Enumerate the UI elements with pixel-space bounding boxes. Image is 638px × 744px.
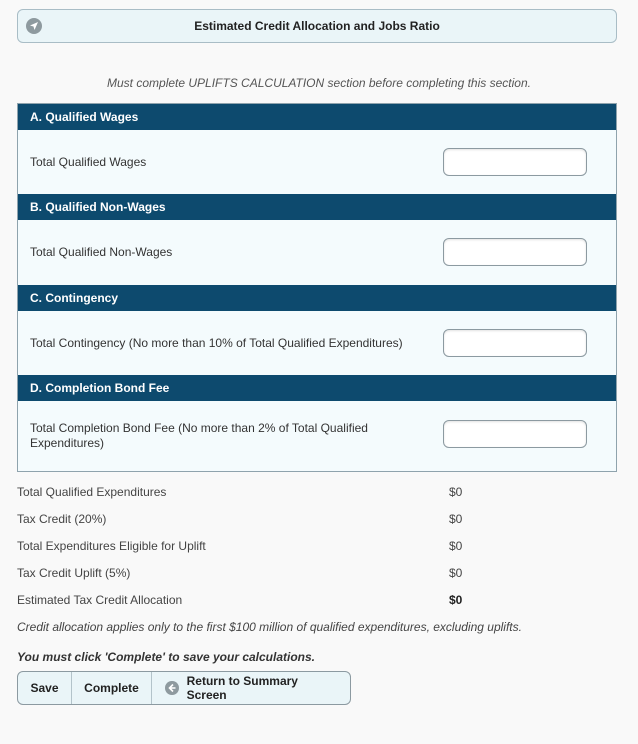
prerequisite-note: Must complete UPLIFTS CALCULATION section before completing this section.	[107, 76, 531, 90]
summary-label: Tax Credit Uplift (5%)	[17, 566, 131, 580]
navigate-arrow-icon	[26, 18, 42, 34]
section-b-row	[18, 220, 616, 284]
page-title: Estimated Credit Allocation and Jobs Ratio	[194, 19, 440, 33]
section-a-heading: A. Qualified Wages	[18, 104, 616, 130]
expenditure-form	[17, 103, 617, 472]
action-button-group	[17, 671, 351, 705]
section-c-row	[18, 311, 616, 375]
summary-value: $0	[449, 512, 463, 526]
qualified-non-wages-input[interactable]	[443, 238, 587, 266]
summary-eligible-for-uplift	[17, 539, 617, 553]
summary-estimated-allocation	[17, 593, 617, 607]
completion-bond-fee-label: Total Completion Bond Fee (No more than 2% of Total Qualified Expenditures)	[30, 421, 368, 450]
section-b-heading: B. Qualified Non-Wages	[18, 194, 616, 220]
return-button-label: Return to Summary Screen	[186, 674, 298, 702]
summary-value: $0	[449, 566, 463, 580]
complete-instruction-note: You must click 'Complete' to save your calculations.	[17, 650, 316, 664]
section-d-row	[18, 401, 616, 471]
summary-label: Total Expenditures Eligible for Uplift	[17, 539, 206, 553]
qualified-wages-label: Total Qualified Wages	[30, 155, 147, 169]
qualified-wages-input[interactable]	[443, 148, 587, 176]
complete-button[interactable]: Complete	[72, 672, 152, 704]
page-header	[17, 9, 617, 43]
section-d-heading: D. Completion Bond Fee	[18, 375, 616, 401]
contingency-input[interactable]	[443, 329, 587, 357]
return-to-summary-button[interactable]	[152, 672, 350, 704]
summary-value: $0	[449, 539, 463, 553]
save-button[interactable]: Save	[18, 672, 72, 704]
contingency-label: Total Contingency (No more than 10% of Total Qualified Expenditures)	[30, 336, 403, 350]
credit-allocation-note: Credit allocation applies only to the first $100 million of qualified expenditures, excluding uplifts.	[17, 620, 522, 634]
section-c-heading: C. Contingency	[18, 285, 616, 311]
summary-total-qualified-expenditures	[17, 485, 617, 499]
summary-tax-credit	[17, 512, 617, 526]
qualified-non-wages-label: Total Qualified Non-Wages	[30, 245, 173, 259]
summary-value: $0	[449, 593, 463, 607]
summary-label: Estimated Tax Credit Allocation	[17, 593, 183, 607]
summary-label: Tax Credit (20%)	[17, 512, 107, 526]
completion-bond-fee-input[interactable]	[443, 420, 587, 448]
summary-label: Total Qualified Expenditures	[17, 485, 167, 499]
summary-value: $0	[449, 485, 463, 499]
summary-tax-credit-uplift	[17, 566, 617, 580]
section-a-row	[18, 130, 616, 194]
back-arrow-icon	[165, 681, 179, 695]
